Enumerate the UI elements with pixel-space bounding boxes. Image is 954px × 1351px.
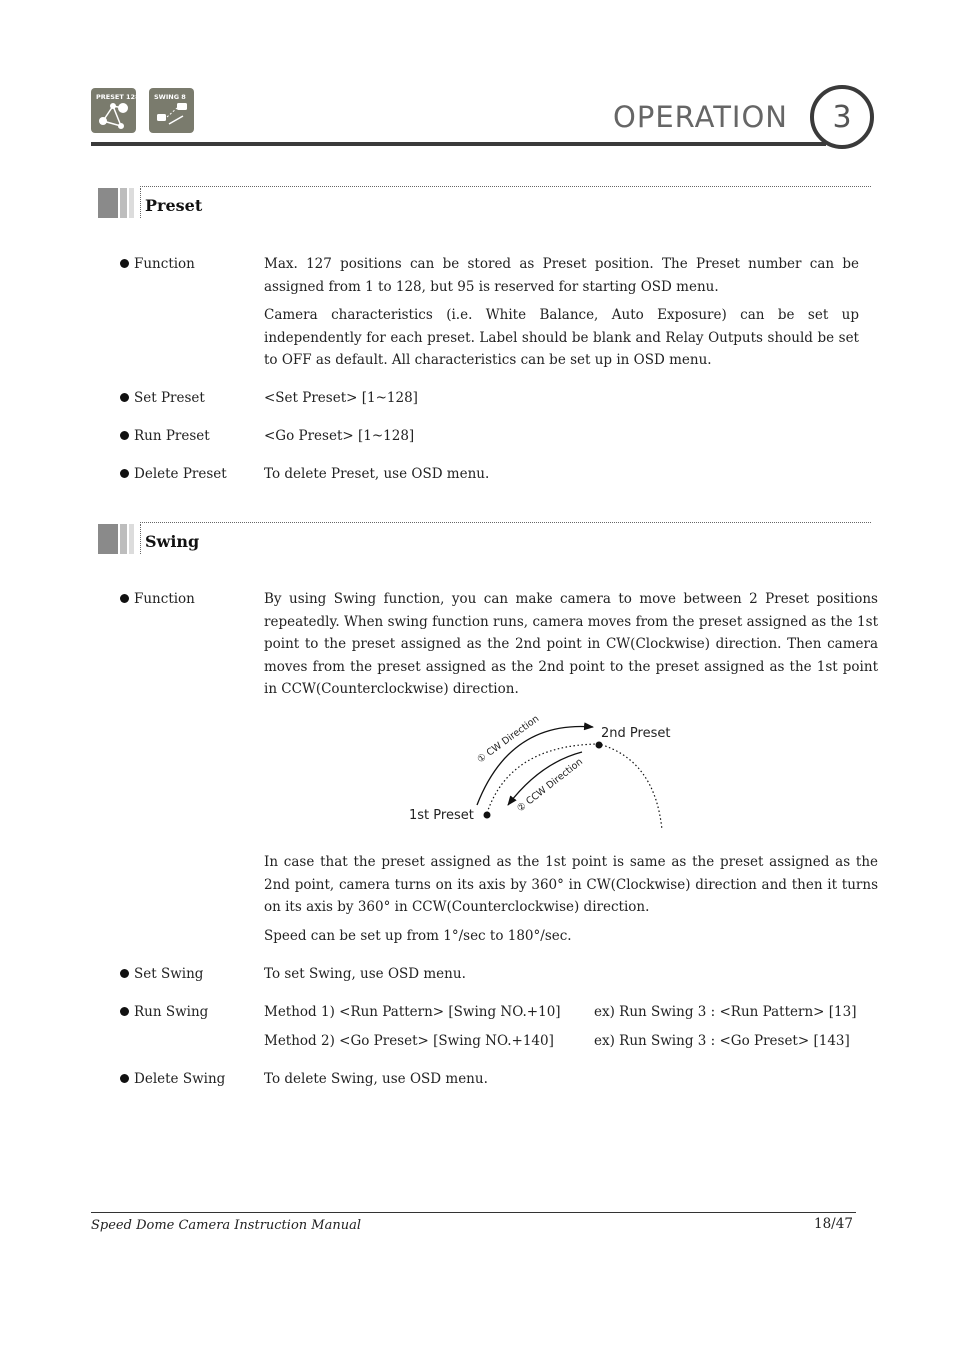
run-swing-example-2: ex) Run Swing 3 : <Go Preset> [143] xyxy=(594,1033,850,1049)
set-swing-label: Set Swing xyxy=(120,966,203,982)
run-preset-label: Run Preset xyxy=(120,428,210,444)
swing-speed-text: Speed can be set up from 1°/sec to 180°/sec. xyxy=(264,928,572,944)
section-divider xyxy=(140,522,871,523)
run-preset-command: <Go Preset> [1~128] xyxy=(264,428,415,444)
section-marker-icon xyxy=(98,188,136,218)
preset-function-text-2: Camera characteristics (i.e. White Balance, Auto Exposure) can be set up independently for each preset. Label should be blank and Relay Outputs should be set to OFF as default. All characteristics can be set up in OSD menu. xyxy=(264,307,859,368)
delete-preset-label: Delete Preset xyxy=(120,466,227,482)
section-marker-icon xyxy=(98,524,136,554)
chapter-number-badge: 3 xyxy=(810,85,874,149)
bullet-icon xyxy=(120,469,129,478)
bullet-icon xyxy=(120,1007,129,1016)
preset-heading: Preset xyxy=(145,196,203,215)
preset-network-icon xyxy=(91,88,136,133)
bullet-icon xyxy=(120,259,129,268)
section-divider-vertical xyxy=(140,524,141,554)
section-divider xyxy=(140,186,871,187)
delete-swing-text: To delete Swing, use OSD menu. xyxy=(264,1071,488,1087)
preset-function-label: Function xyxy=(120,256,195,272)
delete-swing-label: Delete Swing xyxy=(120,1071,225,1087)
preset-function-text-1: Max. 127 positions can be stored as Preset position. The Preset number can be assigned from 1 to 128, but 95 is reserved for starting OSD menu. xyxy=(264,256,859,295)
section-divider-vertical xyxy=(140,188,141,218)
swing-function-text-1: By using Swing function, you can make camera to move between 2 Preset positions repeatedly. When swing function runs, camera moves from the preset assigned as the 1st point to the preset assigned as the 2nd point in CW(Clockwise) direction. Then camera moves from the preset assigned as the 2nd point to the preset assigned as the 1st point in CCW(Counterclockwise) direction. xyxy=(264,591,878,697)
set-swing-text: To set Swing, use OSD menu. xyxy=(264,966,466,982)
ccw-direction-arrow xyxy=(508,752,582,805)
cw-direction-label: ① CW Direction xyxy=(475,713,542,766)
swing-badge-label: SWING 8 xyxy=(154,93,186,101)
swing-function-label: Function xyxy=(120,591,195,607)
swing-path-arc xyxy=(487,744,662,830)
set-preset-command: <Set Preset> [1~128] xyxy=(264,390,418,406)
preset-badge-label: PRESET 128 xyxy=(96,93,140,101)
swing-direction-diagram xyxy=(400,705,690,835)
bullet-icon xyxy=(120,393,129,402)
run-swing-method-1: Method 1) <Run Pattern> [Swing NO.+10] xyxy=(264,1004,561,1020)
preset-128-badge xyxy=(91,88,140,133)
swing-camera-icon xyxy=(149,88,194,133)
run-swing-method-2: Method 2) <Go Preset> [Swing NO.+140] xyxy=(264,1033,554,1049)
second-preset-point xyxy=(596,742,603,749)
bullet-icon xyxy=(120,1074,129,1083)
second-preset-label: 2nd Preset xyxy=(601,726,671,741)
bullet-icon xyxy=(120,594,129,603)
page-number: 18/47 xyxy=(814,1216,853,1232)
swing-8-badge xyxy=(149,88,194,133)
manual-title: Speed Dome Camera Instruction Manual xyxy=(91,1218,361,1233)
delete-preset-text: To delete Preset, use OSD menu. xyxy=(264,466,490,482)
first-preset-label: 1st Preset xyxy=(409,808,474,823)
run-swing-label: Run Swing xyxy=(120,1004,208,1020)
run-swing-example-1: ex) Run Swing 3 : <Run Pattern> [13] xyxy=(594,1004,857,1020)
ccw-direction-label: ② CCW Direction xyxy=(515,756,585,815)
set-preset-label: Set Preset xyxy=(120,390,205,406)
first-preset-point xyxy=(484,812,491,819)
bullet-icon xyxy=(120,969,129,978)
swing-function-text-2: In case that the preset assigned as the 1st point is same as the preset assigned as the 2nd point, camera turns on its axis by 360° in CW(Clockwise) direction and then it turns on its axis by 360° in CCW(Counterclockwise) direction. xyxy=(264,854,878,915)
chapter-title: OPERATION xyxy=(613,100,788,134)
bullet-icon xyxy=(120,431,129,440)
swing-heading: Swing xyxy=(145,532,200,551)
footer-rule xyxy=(91,1212,856,1213)
header-rule xyxy=(91,142,826,146)
